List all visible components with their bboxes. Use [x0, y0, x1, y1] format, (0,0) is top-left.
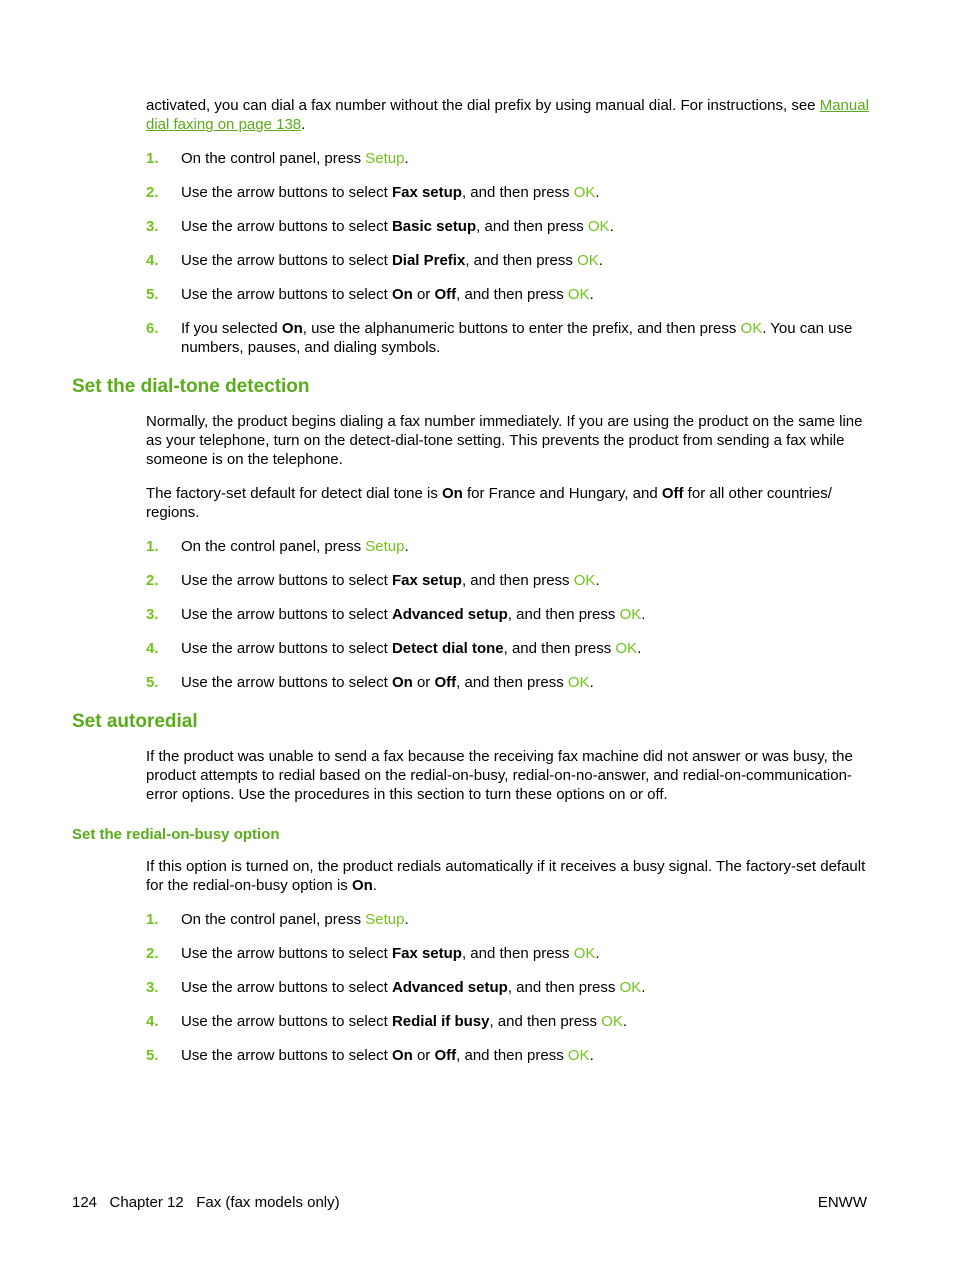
autoredial-paragraph: If the product was unable to send a fax because the receiving fax machine did not answer or was busy, the product attempts to redial based on the redial-on-busy, redial-on-no-answer, and redial-on-communication-error options. Use the procedures in this section to turn these options on or off. — [146, 748, 853, 803]
list-item: 5. Use the arrow buttons to select On or Off, and then press OK. — [146, 1047, 594, 1064]
list-item: 5. Use the arrow buttons to select On or Off, and then press OK. — [146, 674, 594, 691]
ok-key-label: OK — [577, 252, 599, 269]
list-item: 2. Use the arrow buttons to select Fax setup, and then press OK. — [146, 572, 600, 589]
list-item: 2. Use the arrow buttons to select Fax setup, and then press OK. — [146, 945, 600, 962]
ok-key-label: OK — [573, 572, 596, 589]
manual-dial-link[interactable]: Manual dial faxing on page 138 — [146, 97, 869, 133]
list-item: 2. Use the arrow buttons to select Fax setup, and then press OK. — [146, 184, 600, 201]
list-item: 4. Use the arrow buttons to select Detect dial tone, and then press OK. — [146, 640, 642, 657]
ok-key-label: OK — [573, 945, 596, 962]
ok-key-label: OK — [567, 674, 590, 691]
ok-key-label: OK — [740, 320, 763, 337]
list-item: 3. Use the arrow buttons to select Advanced setup, and then press OK. — [146, 606, 646, 623]
redial-busy-paragraph: If this option is turned on, the product redials automatically if it receives a busy signal. The factory-set default for the redial-on-busy option is On. — [146, 858, 866, 894]
ok-key-label: OK — [573, 184, 596, 201]
setup-key-label: Setup — [365, 150, 405, 167]
ok-key-label: OK — [601, 1013, 623, 1030]
list-item: 3. Use the arrow buttons to select Advanced setup, and then press OK. — [146, 979, 646, 996]
ok-key-label: OK — [619, 979, 642, 996]
section-heading-autoredial: Set autoredial — [72, 711, 198, 732]
ok-key-label: OK — [567, 286, 590, 303]
list-item: 4. Use the arrow buttons to select Dial Prefix, and then press OK. — [146, 252, 603, 269]
list-item: 1. On the control panel, press Setup. — [146, 911, 409, 928]
setup-key-label: Setup — [365, 911, 405, 928]
section-heading-dial-tone: Set the dial-tone detection — [72, 376, 310, 397]
intro-paragraph: activated, you can dial a fax number without the dial prefix by using manual dial. For instructions, see Manual dial faxing on page 138. — [146, 97, 869, 133]
setup-key-label: Setup — [365, 538, 405, 555]
ok-key-label: OK — [587, 218, 610, 235]
dial-tone-default-paragraph: The factory-set default for detect dial tone is On for France and Hungary, and Off for all other countries/ regions. — [146, 485, 832, 521]
redial-busy-steps — [146, 910, 871, 1065]
ok-key-label: OK — [567, 1047, 590, 1064]
ok-key-label: OK — [619, 606, 642, 623]
ok-key-label: OK — [615, 640, 638, 657]
list-item: 5. Use the arrow buttons to select On or Off, and then press OK. — [146, 286, 594, 303]
list-item: 1. On the control panel, press Setup. — [146, 150, 409, 167]
list-item: 1. On the control panel, press Setup. — [146, 538, 409, 555]
page-footer-code: ENWW — [817, 1194, 867, 1211]
dial-tone-paragraph: Normally, the product begins dialing a fax number immediately. If you are using the product on the same line as your telephone, turn on the detect-dial-tone setting. This prevents the product from sending a fax while someone is on the telephone. — [146, 413, 863, 468]
subsection-heading-redial-busy: Set the redial-on-busy option — [72, 826, 280, 843]
dial-tone-steps — [146, 537, 871, 692]
page-footer-chapter: 124 Chapter 12 Fax (fax models only) — [72, 1194, 340, 1211]
list-item: 6. If you selected On, use the alphanumeric buttons to enter the prefix, and then press OK. You can use numbers, pauses, and dialing symbols. — [146, 320, 853, 356]
list-item: 4. Use the arrow buttons to select Redial if busy, and then press OK. — [146, 1013, 628, 1030]
dial-prefix-steps — [146, 149, 871, 357]
list-item: 3. Use the arrow buttons to select Basic setup, and then press OK. — [146, 218, 614, 235]
